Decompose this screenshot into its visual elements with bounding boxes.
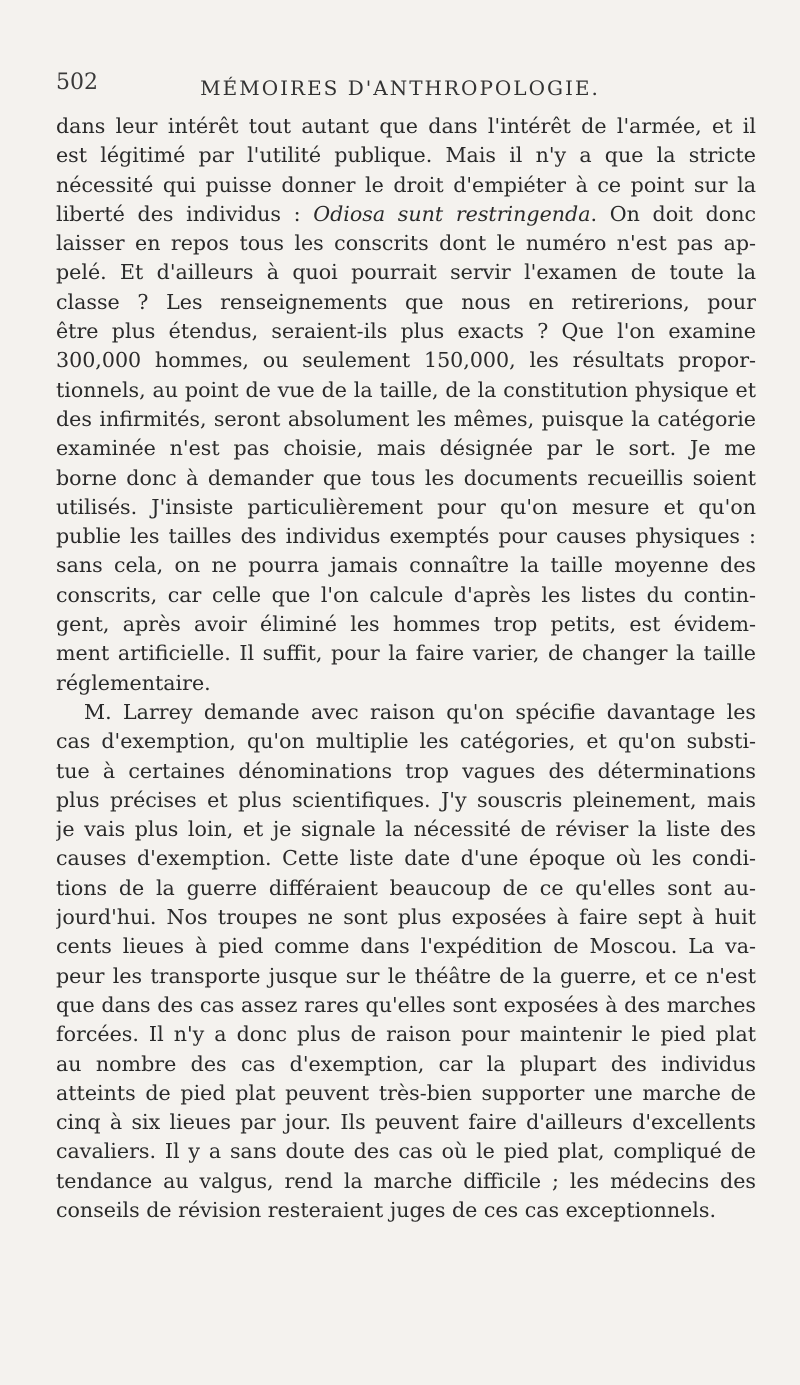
text-segment: cavaliers. Il y a sans doute des cas où le pied plat, compliqué de bbox=[56, 1139, 756, 1164]
text-segment: jourd'hui. Nos troupes ne sont plus exposées à faire sept à huit bbox=[56, 905, 756, 930]
text-segment: . On doit donc bbox=[590, 201, 756, 226]
running-head bbox=[0, 70, 800, 100]
text-segment: tions de la guerre différaient beaucoup de ce qu'elles sont au- bbox=[56, 875, 756, 900]
text-line bbox=[56, 903, 756, 932]
text-line bbox=[56, 1050, 756, 1079]
text-line bbox=[56, 522, 756, 551]
italic-phrase: Odiosa sunt restringenda bbox=[313, 201, 591, 226]
text-line bbox=[56, 229, 756, 258]
text-line bbox=[56, 171, 756, 200]
text-line bbox=[56, 727, 756, 756]
text-segment: laisser en repos tous les conscrits dont le numéro n'est pas ap- bbox=[56, 231, 756, 256]
text-segment: dans leur intérêt tout autant que dans l'intérêt de l'armée, et il bbox=[56, 114, 756, 138]
text-segment: 300,000 hommes, ou seulement 150,000, les résultats propor- bbox=[56, 348, 756, 373]
text-line bbox=[56, 288, 756, 317]
text-segment: atteints de pied plat peuvent très-bien supporter une marche de bbox=[56, 1080, 756, 1105]
text-line bbox=[56, 464, 756, 493]
text-line bbox=[56, 610, 756, 639]
text-segment: cinq à six lieues par jour. Ils peuvent faire d'ailleurs d'excellents bbox=[56, 1110, 756, 1135]
text-line bbox=[56, 493, 756, 522]
text-line bbox=[56, 786, 756, 815]
text-line bbox=[56, 1020, 756, 1049]
text-segment: au nombre des cas d'exemption, car la plupart des individus bbox=[56, 1051, 756, 1076]
text-segment: publie les tailles des individus exemptés pour causes physiques : bbox=[56, 524, 756, 549]
text-segment: réglementaire. bbox=[56, 670, 211, 695]
text-segment: gent, après avoir éliminé les hommes trop petits, est évidem- bbox=[56, 612, 756, 637]
text-segment: conseils de révision resteraient juges de ces cas exceptionnels. bbox=[56, 1197, 717, 1222]
text-line bbox=[56, 258, 756, 287]
page-number: 502 bbox=[56, 70, 98, 95]
text-line bbox=[56, 698, 756, 727]
text-segment: sans cela, on ne pourra jamais connaître la taille moyenne des bbox=[56, 553, 756, 578]
text-line bbox=[56, 639, 756, 668]
text-segment: causes d'exemption. Cette liste date d'une époque où les condi- bbox=[56, 846, 756, 871]
text-segment: M. Larrey demande avec raison qu'on spécifie davantage les bbox=[84, 699, 756, 724]
text-segment: nécessité qui puisse donner le droit d'empiéter à ce point sur la bbox=[56, 172, 756, 197]
text-segment: liberté des individus : bbox=[56, 201, 314, 226]
text-line bbox=[56, 200, 756, 229]
text-line bbox=[56, 1108, 756, 1137]
text-line bbox=[56, 434, 756, 463]
text-segment: borne donc à demander que tous les documents recueillis soient bbox=[56, 465, 756, 490]
text-line bbox=[56, 757, 756, 786]
text-line bbox=[56, 551, 756, 580]
text-line bbox=[56, 141, 756, 170]
text-segment: cents lieues à pied comme dans l'expédition de Moscou. La va- bbox=[56, 934, 756, 959]
text-line bbox=[56, 844, 756, 873]
text-line bbox=[56, 376, 756, 405]
text-segment: des infirmités, seront absolument les mêmes, puisque la catégorie bbox=[56, 406, 756, 431]
text-segment: pelé. Et d'ailleurs à quoi pourrait servir l'examen de toute la bbox=[56, 260, 756, 285]
text-segment: peur les transporte jusque sur le théâtre de la guerre, et ce n'est bbox=[56, 963, 756, 988]
text-segment: conscrits, car celle que l'on calcule d'après les listes du contin- bbox=[56, 582, 756, 607]
text-line bbox=[56, 962, 756, 991]
text-line bbox=[56, 112, 756, 141]
text-line bbox=[56, 874, 756, 903]
body-text bbox=[56, 112, 756, 1225]
text-line bbox=[56, 815, 756, 844]
text-line bbox=[56, 346, 756, 375]
text-segment: tendance au valgus, rend la marche difficile ; les médecins des bbox=[56, 1168, 756, 1193]
text-segment: tionnels, au point de vue de la taille, de la constitution physique et bbox=[56, 377, 756, 402]
text-segment: que dans des cas assez rares qu'elles sont exposées à des marches bbox=[56, 992, 756, 1017]
text-segment: ment artificielle. Il suffit, pour la faire varier, de changer la taille bbox=[56, 641, 756, 666]
text-line bbox=[56, 991, 756, 1020]
text-line bbox=[56, 581, 756, 610]
text-segment: classe ? Les renseignements que nous en retirerions, pour bbox=[56, 289, 756, 314]
text-line bbox=[56, 1079, 756, 1108]
text-segment: forcées. Il n'y a donc plus de raison pour maintenir le pied plat bbox=[56, 1022, 756, 1047]
text-line bbox=[56, 669, 756, 698]
text-line bbox=[56, 1137, 756, 1166]
text-segment: utilisés. J'insiste particulièrement pour qu'on mesure et qu'on bbox=[56, 494, 756, 519]
text-segment: être plus étendus, seraient-ils plus exacts ? Que l'on examine bbox=[56, 319, 756, 344]
text-segment: je vais plus loin, et je signale la nécessité de réviser la liste des bbox=[56, 817, 756, 842]
text-line bbox=[56, 317, 756, 346]
text-segment: tue à certaines dénominations trop vagues des déterminations bbox=[56, 758, 756, 783]
text-line bbox=[56, 1167, 756, 1196]
running-title: MÉMOIRES D'ANTHROPOLOGIE. bbox=[200, 76, 600, 100]
text-line bbox=[56, 1196, 756, 1225]
text-segment: cas d'exemption, qu'on multiplie les catégories, et qu'on substi- bbox=[56, 729, 756, 754]
text-line bbox=[56, 932, 756, 961]
text-segment: plus précises et plus scientifiques. J'y souscris pleinement, mais bbox=[56, 787, 756, 812]
text-segment: est légitimé par l'utilité publique. Mais il n'y a que la stricte bbox=[56, 143, 756, 168]
text-line bbox=[56, 405, 756, 434]
text-segment: examinée n'est pas choisie, mais désignée par le sort. Je me bbox=[56, 436, 756, 461]
